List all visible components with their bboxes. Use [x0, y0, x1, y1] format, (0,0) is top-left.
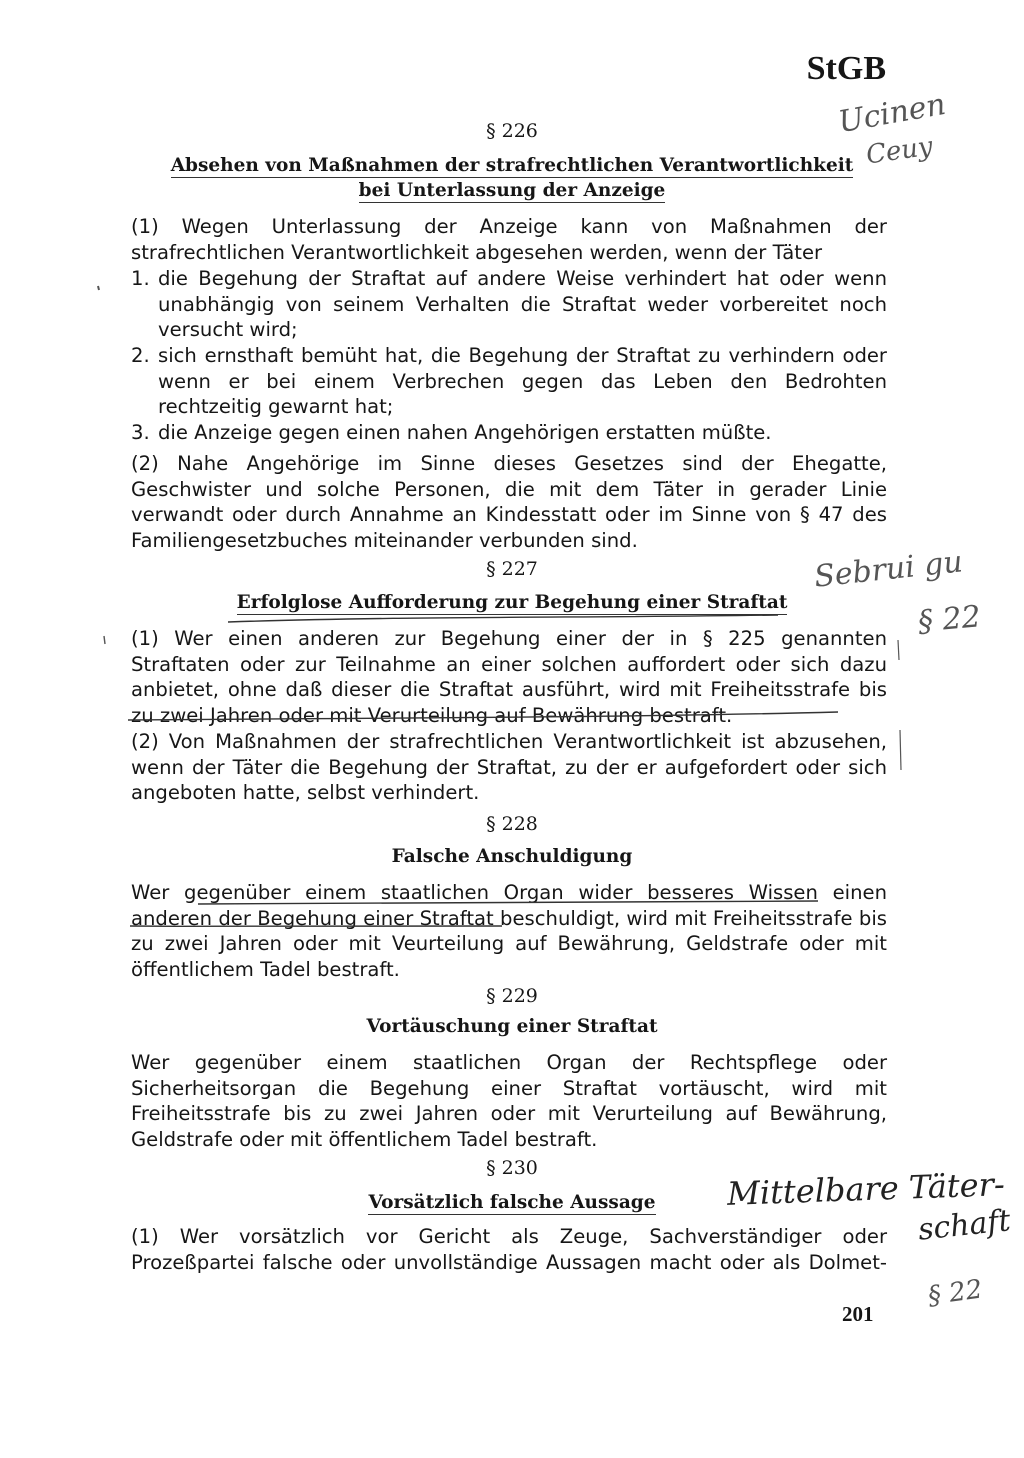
item-number: 1.: [131, 267, 150, 290]
item-text: sich ernsthaft bemüht hat, die Begehung der Straftat zu verhindern oder wenn er bei einem Verbrechen gegen das Leben den Bedrohten rechtzeitig gewarnt hat;: [158, 344, 887, 418]
section-230-paragraph: (1) Wer vorsätzlich vor Gericht als Zeuge, Sachverständiger oder Prozeßpartei falsche oder unvollständige Aussagen macht oder als Dolmet-: [131, 1225, 887, 1274]
page-number: 201: [842, 1302, 874, 1326]
section-226-paragraph-2: (2) Nahe Angehörige im Sinne dieses Gesetzes sind der Ehegatte, Geschwister und solche Personen, die mit dem Täter in gerader Linie verwandt oder durch Annahme an Kindesstatt oder im Sinne von § 47 des Familiengesetzbuches miteinander verbunden sind.: [131, 452, 887, 552]
section-226-item-1: [131, 266, 887, 343]
handwritten-note-227a: Sebrui gu: [812, 544, 965, 595]
section-226-number: § 226: [486, 120, 538, 142]
code-header: StGB: [806, 50, 886, 87]
section-228-title: Falsche Anschuldigung: [391, 846, 633, 867]
section-229-paragraph: Wer gegenüber einem staatlichen Organ der Rechtspflege oder Sicherheitsorgan die Begehung einer Straftat vortäuscht, wird mit Freiheitsstrafe bis zu zwei Jahren oder mit Verurteilung auf Bewährung, Geldstrafe oder mit öffentlichem Tadel bestraft.: [131, 1051, 887, 1151]
handwritten-note-230b: schaft: [916, 1203, 1013, 1248]
item-number: 3.: [131, 421, 150, 444]
section-227-title: Erfolglose Aufforderung zur Begehung einer Straftat: [236, 592, 788, 613]
section-226-title-line2: bei Unterlassung der Anzeige: [358, 180, 666, 201]
handwritten-note-top: Ucinen: [835, 86, 949, 141]
section-230-title: Vorsätzlich falsche Aussage: [368, 1192, 656, 1213]
section-226-paragraph-1: (1) Wegen Unterlassung der Anzeige kann von Maßnahmen der strafrechtlichen Verantwortlichkeit abgesehen werden, wenn der Täter: [131, 215, 887, 264]
section-226-title-line1: Absehen von Maßnahmen der strafrechtlichen Verantwortlichkeit: [170, 155, 854, 176]
handwritten-note-227b: § 22: [916, 599, 983, 640]
item-text: die Anzeige gegen einen nahen Angehörigen erstatten müßte.: [158, 421, 772, 444]
section-227-number: § 227: [486, 558, 538, 580]
handwritten-note-230c: § 22: [926, 1274, 985, 1312]
item-text: die Begehung der Straftat auf andere Weise verhindert hat oder wenn unabhängig von seinem Verhalten die Straftat weder vorbereitet noch versucht wird;: [158, 267, 887, 341]
section-228-number: § 228: [486, 813, 538, 835]
section-228-paragraph: Wer gegenüber einem staatlichen Organ wider besseres Wissen einen anderen der Begehung einer Straftat beschuldigt, wird mit Freiheitsstrafe bis zu zwei Jahren oder mit Veurteilung auf Bewährung, Geldstrafe oder mit öffentlichem Tadel bestraft.: [131, 881, 887, 981]
section-229-number: § 229: [486, 985, 538, 1007]
handwritten-note-230a: Mittelbare Täter-: [726, 1165, 1006, 1213]
section-227-paragraph-2: (2) Von Maßnahmen der strafrechtlichen Verantwortlichkeit ist abzusehen, wenn der Täter die Begehung der Straftat, zu der er aufgefordert oder sich angeboten hatte, selbst verhindert.: [131, 730, 887, 804]
section-226-item-2: [131, 343, 887, 420]
handwritten-note-top-2: Ceuy: [864, 131, 935, 171]
section-230-number: § 230: [486, 1157, 538, 1179]
section-226-item-3: [131, 420, 887, 446]
item-number: 2.: [131, 344, 150, 367]
section-227-paragraph-1: (1) Wer einen anderen zur Begehung einer der in § 225 genannten Straftaten oder zur Teilnahme an einer solchen auffordert oder sich dazu anbietet, ohne daß dieser die Straftat ausführt, wird mit Freiheitsstrafe bis zu zwei Jahren oder mit Verurteilung auf Bewährung bestraft.: [131, 627, 887, 727]
section-229-title: Vortäuschung einer Straftat: [366, 1016, 658, 1037]
